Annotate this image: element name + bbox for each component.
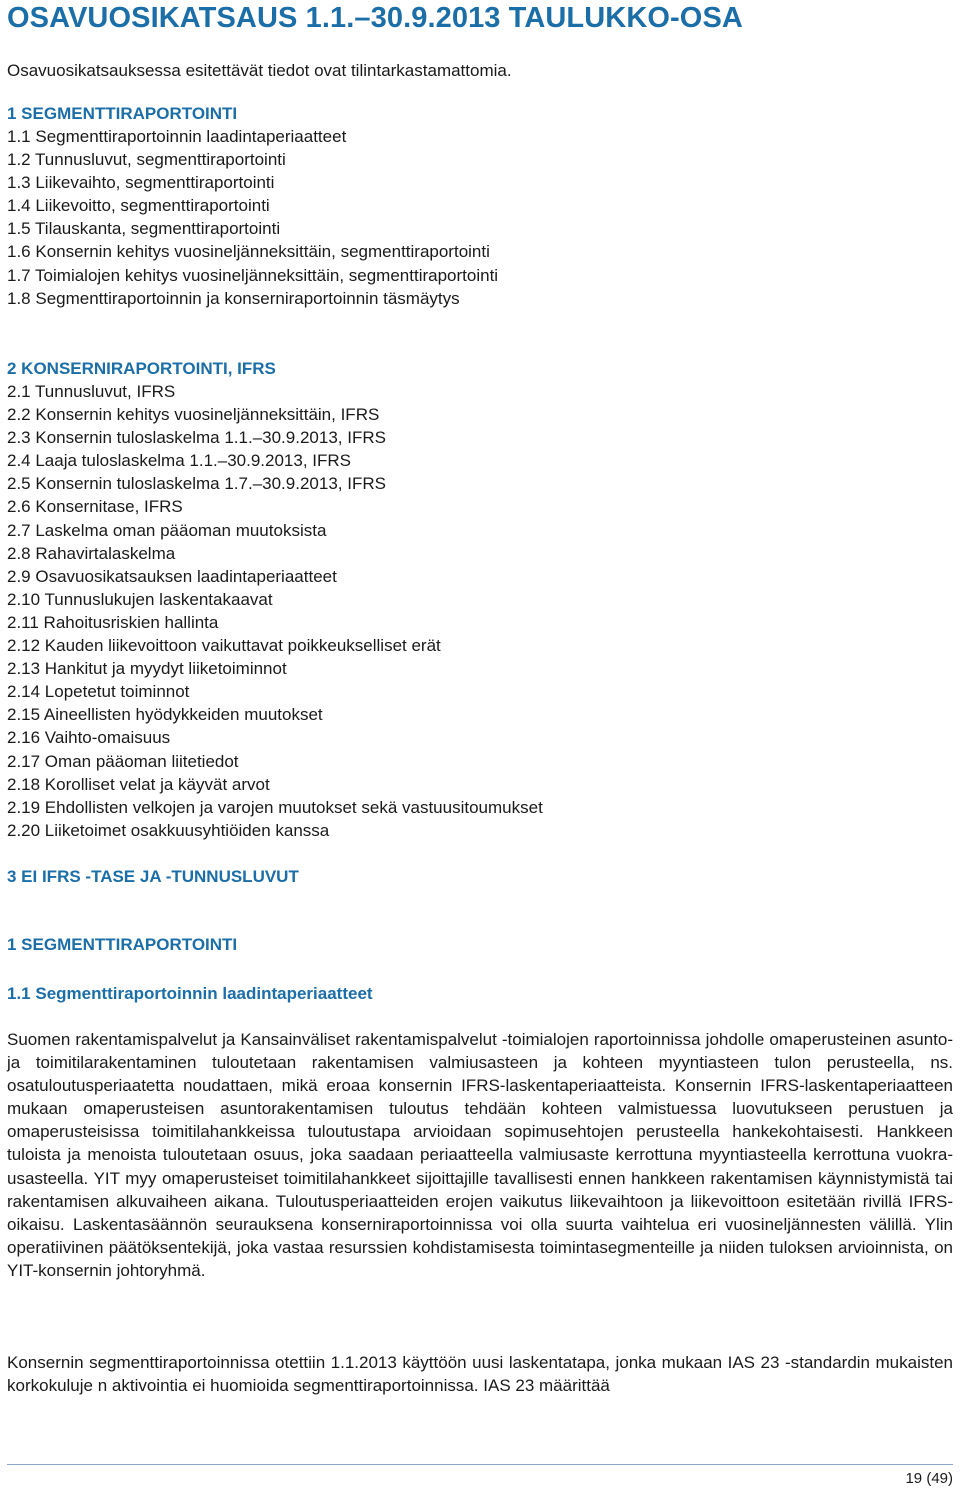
toc-item: 1.1 Segmenttiraportoinnin laadintaperiaatteet [7, 127, 347, 146]
toc-section-2-heading: 2 KONSERNIRAPORTOINTI, IFRS [7, 359, 276, 378]
toc-item: 2.19 Ehdollisten velkojen ja varojen muutokset sekä vastuusitoumukset [7, 797, 543, 817]
toc-item: 1.4 Liikevoitto, segmenttiraportointi [7, 196, 270, 216]
toc-item: 2.14 Lopetetut toiminnot [7, 682, 190, 702]
toc-item: 2.13 Hankitut ja myydyt liiketoiminnot [7, 659, 287, 679]
toc-item: 2.18 Korolliset velat ja käyvät arvot [7, 774, 270, 794]
document-title: OSAVUOSIKATSAUS 1.1.–30.9.2013 TAULUKKO-OSA [7, 2, 743, 34]
toc-section-2-list [7, 380, 543, 842]
toc-item: 2.6 Konsernitase, IFRS [7, 497, 183, 517]
section-heading: 1 SEGMENTTIRAPORTOINTI [7, 935, 238, 954]
toc-item: 2.17 Oman pääoman liitetiedot [7, 751, 239, 771]
toc-item: 2.15 Aineellisten hyödykkeiden muutokset [7, 705, 323, 725]
toc-item: 2.5 Konsernin tuloslaskelma 1.7.–30.9.2013, IFRS [7, 474, 386, 494]
subsection-heading: 1.1 Segmenttiraportoinnin laadintaperiaatteet [7, 984, 373, 1003]
toc-item: 2.10 Tunnuslukujen laskentakaavat [7, 589, 273, 609]
toc-item: 2.9 Osavuosikatsauksen laadintaperiaatteet [7, 566, 337, 586]
toc-section-3-heading: 3 EI IFRS -TASE JA -TUNNUSLUVUT [7, 867, 299, 886]
toc-item: 1.6 Konsernin kehitys vuosineljänneksittäin, segmenttiraportointi [7, 242, 490, 262]
toc-section-1-heading: 1 SEGMENTTIRAPORTOINTI [7, 104, 238, 123]
page-number: 19 (49) [905, 1470, 953, 1487]
toc-item: 2.4 Laaja tuloslaskelma 1.1.–30.9.2013, IFRS [7, 451, 351, 471]
toc-item: 2.3 Konsernin tuloslaskelma 1.1.–30.9.2013, IFRS [7, 428, 386, 448]
toc-item: 2.11 Rahoitusriskien hallinta [7, 612, 219, 632]
toc-item: 1.5 Tilauskanta, segmenttiraportointi [7, 219, 281, 239]
intro-note: Osavuosikatsauksessa esitettävät tiedot ovat tilintarkastamattomia. [7, 61, 512, 80]
toc-item: 2.12 Kauden liikevoittoon vaikuttavat poikkeukselliset erät [7, 636, 441, 656]
toc-item: 2.16 Vaihto-omaisuus [7, 728, 171, 748]
toc-item: 1.7 Toimialojen kehitys vuosineljänneksittäin, segmenttiraportointi [7, 265, 499, 285]
toc-item: 1.3 Liikevaihto, segmenttiraportointi [7, 173, 275, 193]
body-paragraph-1: Suomen rakentamispalvelut ja Kansainväliset rakentamispalvelut -toimialojen raportoinnissa johdolle omaperusteinen asunto- ja toimitilarakentaminen tuloutetaan rakentamisen valmiusasteen ja kohteen myyntiasteen tulon perusteella, ns. osatuloutusperiaatetta noudattaen, mikä eroaa konsernin IFRS-laskentaperiaatteista. Konsernin IFRS-laskentaperiaatteen mukaan omaperusteisen asuntorakentamisen tuloutus tehdään kohteen valmistuessa luovutukseen perustuen ja omaperusteisissa toimitilahankkeissa tuloutustapa arvioidaan sopimusehtojen perusteella hankekohtaisesti. Hankkeen tuloista ja menoista tuloutetaan osuus, joka saadaan periaatteella valmiusaste kerrottuna myyntiasteella kerrottuna vuokrausasteella. YIT myy omaperusteiset toimitilahankkeet sijoittajille tavallisesti ennen hankkeen rakentamisen käynnistymistä tai rakentamisen alkuvaiheen aikana. Tuloutusperiaatteiden erojen vaikutus liikevaihtoon ja liikevoittoon esitetään rivillä IFRS-oikaisu. Laskentasäännön seurauksena konserniraportoinnissa voi olla suurta vaihtelua eri vuosineljännesten välillä. Ylin operatiivinen päätöksentekijä, joka vastaa resurssien kohdistamisesta toimintasegmenteille ja niiden tuloksen arvioinnista, on YIT-konsernin johtoryhmä. [7, 1030, 953, 1280]
toc-section-1-list [7, 125, 498, 310]
toc-item: 2.2 Konsernin kehitys vuosineljänneksittäin, IFRS [7, 405, 380, 425]
toc-item: 2.8 Rahavirtalaskelma [7, 543, 176, 563]
body-paragraph-2: Konsernin segmenttiraportoinnissa otettiin 1.1.2013 käyttöön uusi laskentatapa, jonka mukaan IAS 23 -standardin mukaisten korkokuluje n aktivointia ei huomioida segmenttiraportoinnissa. IAS 23 määrittää [7, 1353, 953, 1396]
footer-divider [7, 1464, 953, 1465]
toc-item: 2.7 Laskelma oman pääoman muutoksista [7, 520, 327, 540]
toc-item: 1.2 Tunnusluvut, segmenttiraportointi [7, 150, 286, 170]
toc-item: 2.1 Tunnusluvut, IFRS [7, 382, 176, 401]
toc-item: 2.20 Liiketoimet osakkuusyhtiöiden kanssa [7, 820, 330, 840]
toc-item: 1.8 Segmenttiraportoinnin ja konserniraportoinnin täsmäytys [7, 288, 460, 308]
